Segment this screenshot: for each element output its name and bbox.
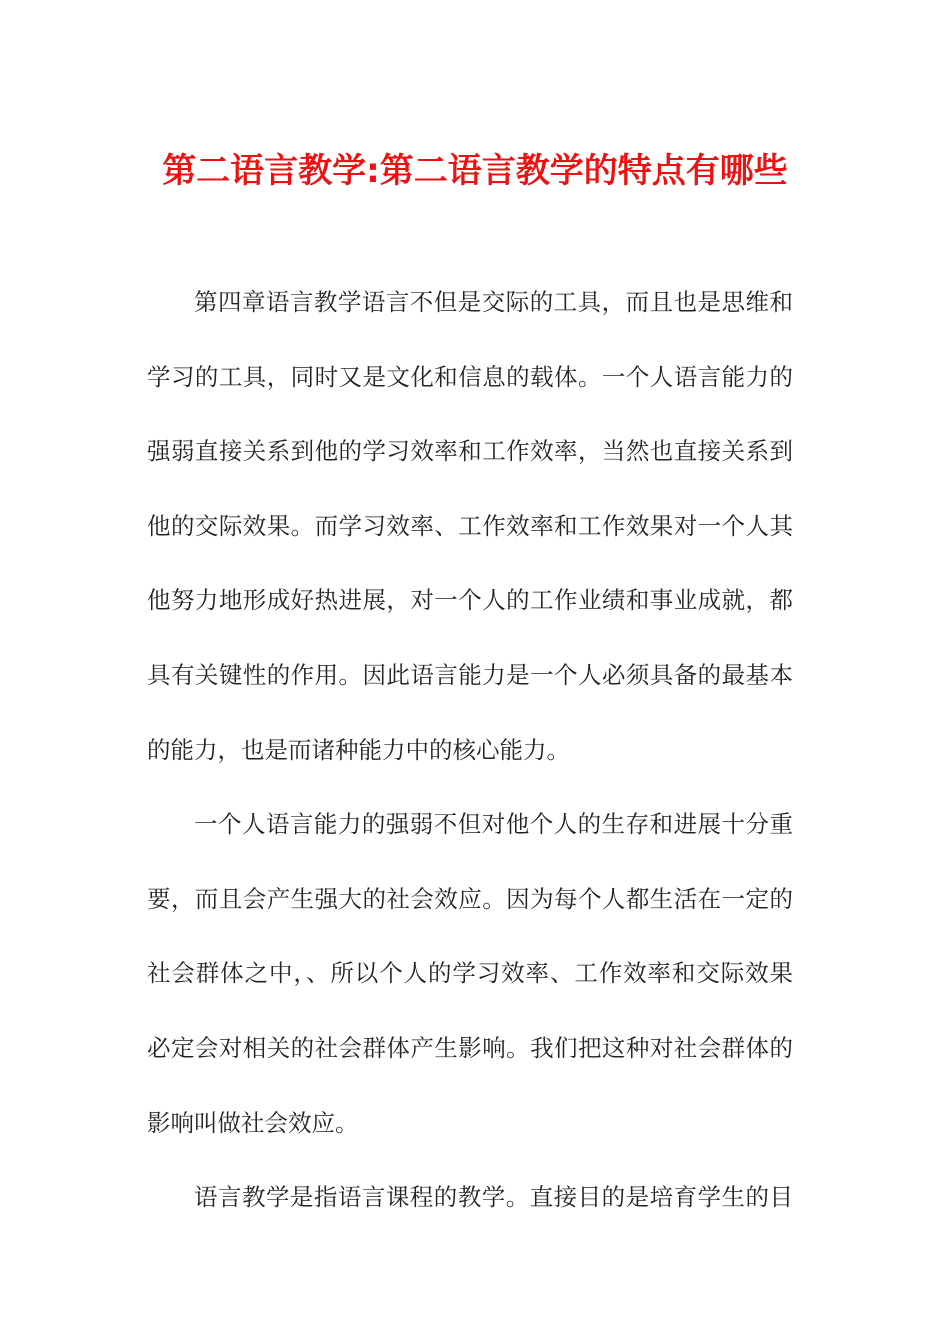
document-body (147, 282, 793, 1252)
text-line: 必定会对相关的社会群体产生影响。我们把这种对社会群体的 (147, 1033, 793, 1062)
text-line: 一个人语言能力的强弱不但对他个人的生存和进展十分重 (194, 810, 793, 839)
document-title: 第二语言教学:第二语言教学的特点有哪些 (162, 151, 788, 191)
text-line: 影响叫做社会效应。 (147, 1108, 359, 1137)
text-line: 语言教学是指语言课程的教学。直接目的是培育学生的目 (194, 1183, 793, 1212)
text-line: 学习的工具，同时又是文化和信息的载体。一个人语言能力的 (147, 362, 793, 391)
text-line: 具有关键性的作用。因此语言能力是一个人必须具备的最基本 (147, 660, 793, 689)
paragraph-1 (147, 282, 793, 804)
text-line: 社会群体之中，、所以个人的学习效率、工作效率和交际效果 (147, 959, 793, 988)
text-line: 第四章语言教学语言不但是交际的工具，而且也是思维和 (194, 288, 793, 316)
paragraph-3 (147, 1177, 793, 1252)
text-line: 他努力地形成好热进展，对一个人的工作业绩和事业成就，都 (147, 586, 793, 615)
text-line: 强弱直接关系到他的学习效率和工作效率，当然也直接关系到 (147, 437, 793, 466)
text-line: 他的交际效果。而学习效率、工作效率和工作效果对一个人其 (147, 511, 793, 540)
paragraph-2 (147, 804, 793, 1177)
text-line: 要，而且会产生强大的社会效应。因为每个人都生活在一定的 (147, 884, 793, 913)
text-line: 的能力，也是而诸种能力中的核心能力。 (147, 735, 570, 764)
